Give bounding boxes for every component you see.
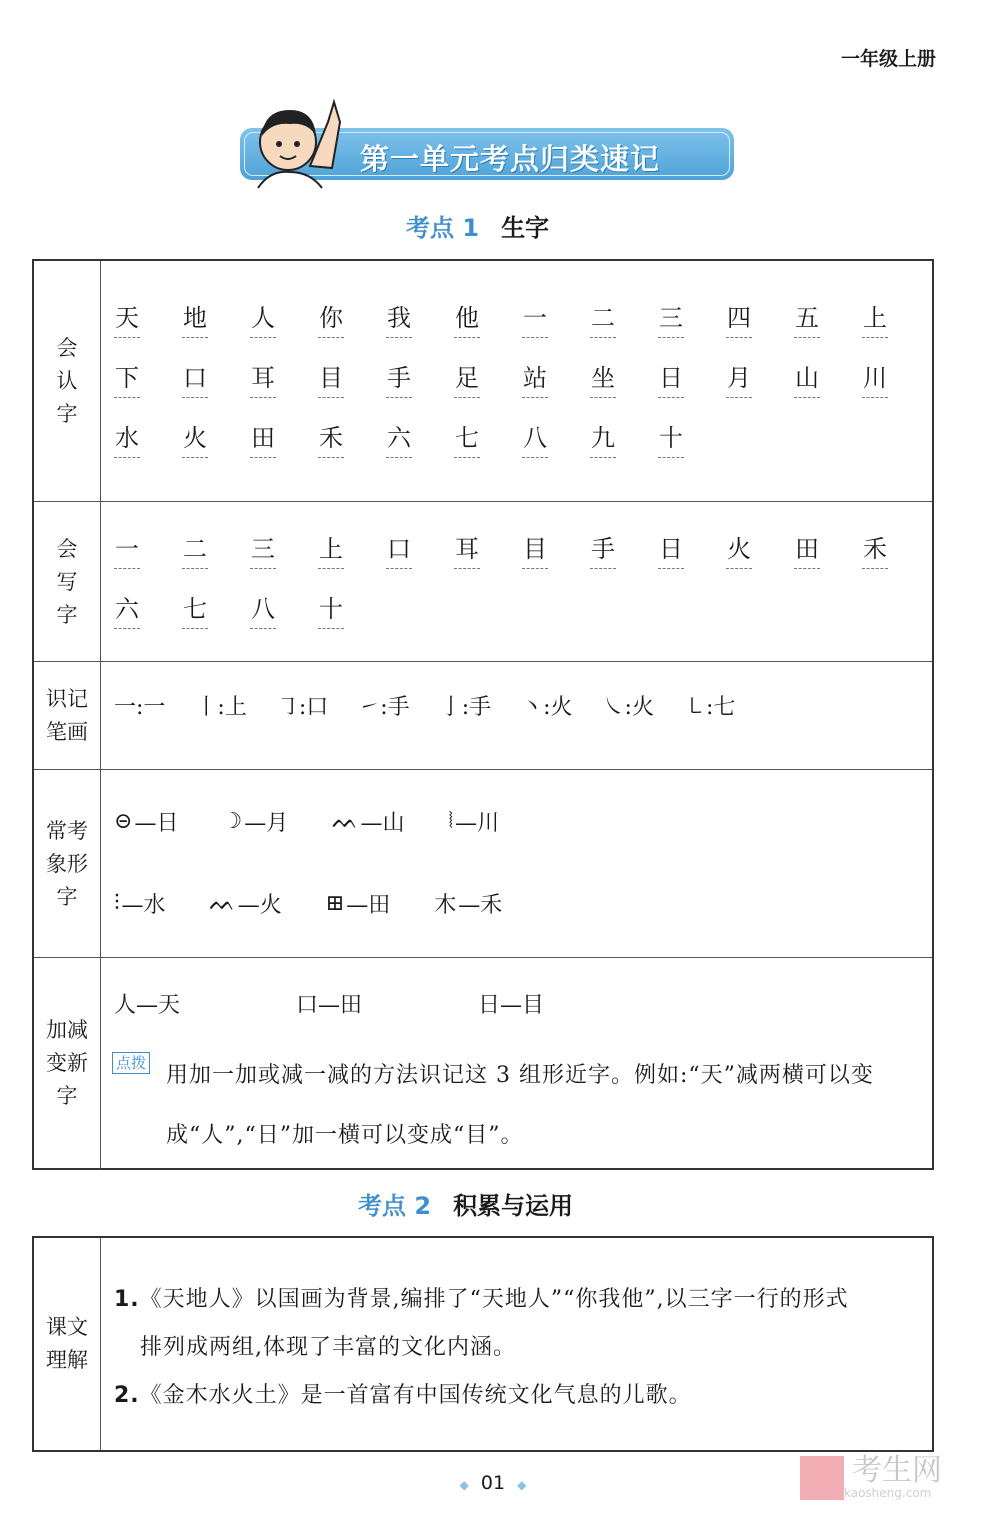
write-char: 一 bbox=[114, 534, 182, 572]
pictograph-char: —川 bbox=[455, 811, 500, 836]
watermark-logo-icon bbox=[800, 1456, 844, 1500]
pictograph-char: —月 bbox=[244, 811, 289, 836]
strokes-label: 识记 笔画 bbox=[34, 662, 101, 770]
write-chars bbox=[114, 534, 930, 632]
recognize-char: 禾 bbox=[318, 423, 386, 461]
note-1: 1.《天地人》以国画为背景,编排了“天地人”“你我他”,以三字一行的形式 bbox=[114, 1287, 849, 1312]
recognize-char: 天 bbox=[114, 303, 182, 341]
row-pictographs bbox=[34, 769, 932, 958]
pictograph-glyph-icon: ⦚ bbox=[448, 809, 454, 834]
recognize-char: 人 bbox=[250, 303, 318, 341]
recognize-char: 地 bbox=[182, 303, 250, 341]
pictograph-item bbox=[332, 806, 404, 837]
pictograph-item bbox=[114, 806, 178, 837]
write-char: 火 bbox=[726, 534, 794, 572]
note-2: 2.《金木水火土》是一首富有中国传统文化气息的儿歌。 bbox=[114, 1383, 692, 1408]
write-char: 上 bbox=[318, 534, 386, 572]
recognize-label: 会 认 字 bbox=[34, 261, 101, 501]
write-char: 目 bbox=[522, 534, 590, 572]
kp1-title: 考点 1 生字 bbox=[406, 214, 550, 242]
recognize-char: 耳 bbox=[250, 363, 318, 401]
row-text-understanding bbox=[34, 1238, 932, 1450]
stroke-item: 一:一 bbox=[114, 695, 166, 720]
pictograph-glyph-icon: ☽ bbox=[222, 809, 243, 834]
mascot-boy-icon bbox=[250, 92, 342, 192]
grade-label: 一年级上册 bbox=[840, 48, 936, 70]
pictograph-char: —火 bbox=[237, 893, 282, 918]
notes bbox=[114, 1276, 924, 1420]
recognize-char: 他 bbox=[454, 303, 522, 341]
recognize-char: 田 bbox=[250, 423, 318, 461]
recognize-char: 六 bbox=[386, 423, 454, 461]
strokes-list bbox=[114, 690, 765, 721]
recognize-char: 口 bbox=[182, 363, 250, 401]
write-char: 十 bbox=[318, 594, 386, 632]
pictograph-item bbox=[434, 888, 502, 919]
write-char: 口 bbox=[386, 534, 454, 572]
write-char: 八 bbox=[250, 594, 318, 632]
write-char: 七 bbox=[182, 594, 250, 632]
recognize-char: 站 bbox=[522, 363, 590, 401]
pictograph-line-2 bbox=[114, 888, 546, 919]
page-number: ◆ 01 ◆ bbox=[459, 1472, 527, 1494]
pictograph-char: —禾 bbox=[458, 893, 503, 918]
similar-pair: 口—田 bbox=[296, 993, 363, 1018]
recognize-char: 手 bbox=[386, 363, 454, 401]
pictograph-char: —日 bbox=[134, 811, 179, 836]
stroke-item: 丨:上 bbox=[195, 695, 247, 720]
pictograph-item bbox=[114, 888, 166, 919]
banner-title: 第一单元考点归类速记 bbox=[360, 142, 661, 176]
recognize-char: 八 bbox=[522, 423, 590, 461]
row-write bbox=[34, 501, 932, 662]
pictograph-item bbox=[448, 806, 499, 837]
recognize-char: 你 bbox=[318, 303, 386, 341]
recognize-char: 目 bbox=[318, 363, 386, 401]
recognize-char: 下 bbox=[114, 363, 182, 401]
write-char: 六 bbox=[114, 594, 182, 632]
pictograph-char: —水 bbox=[121, 893, 166, 918]
recognize-char: 七 bbox=[454, 423, 522, 461]
stroke-item: ㇄:七 bbox=[683, 695, 736, 720]
pictograph-item bbox=[326, 888, 390, 919]
recognize-char: 月 bbox=[726, 363, 794, 401]
pictograph-glyph-icon: ᨓ bbox=[209, 891, 236, 916]
kp2-title: 考点 2 积累与运用 bbox=[358, 1192, 574, 1220]
row-strokes bbox=[34, 661, 932, 770]
stroke-item: 亅:手 bbox=[439, 695, 492, 720]
recognize-char: 上 bbox=[862, 303, 930, 341]
write-char: 耳 bbox=[454, 534, 522, 572]
pictograph-line-1 bbox=[114, 806, 543, 837]
pictograph-item bbox=[222, 806, 288, 837]
tip-text: 用加一加或减一减的方法识记这 3 组形近字。例如:“天”减两横可以变成“人”,“日”加一横可以变成“目”。 bbox=[166, 1063, 874, 1148]
recognize-char: 四 bbox=[726, 303, 794, 341]
tip-tag: 点拨 bbox=[112, 1052, 150, 1074]
write-char: 手 bbox=[590, 534, 658, 572]
write-label: 会 写 字 bbox=[34, 502, 101, 662]
pictograph-glyph-icon: ⽊ bbox=[434, 893, 457, 918]
recognize-char: 我 bbox=[386, 303, 454, 341]
stroke-item: ㇏:火 bbox=[602, 695, 654, 720]
pictograph-glyph-icon: ⊝ bbox=[114, 809, 133, 834]
row-recognize bbox=[34, 261, 932, 501]
stroke-item: 丶:火 bbox=[521, 695, 573, 720]
recognize-char: 十 bbox=[658, 423, 726, 461]
similar-label: 加减 变新 字 bbox=[34, 958, 101, 1169]
write-char: 田 bbox=[794, 534, 862, 572]
text-understanding-label: 课文 理解 bbox=[34, 1238, 101, 1450]
pictograph-glyph-icon: ⊞ bbox=[325, 891, 345, 916]
recognize-char: 五 bbox=[794, 303, 862, 341]
similar-pair: 日—目 bbox=[478, 993, 545, 1018]
stroke-item: ㇀:手 bbox=[358, 695, 410, 720]
kp2-table bbox=[32, 1236, 934, 1452]
recognize-char: 九 bbox=[590, 423, 658, 461]
write-char: 三 bbox=[250, 534, 318, 572]
write-char: 禾 bbox=[862, 534, 930, 572]
recognize-char: 足 bbox=[454, 363, 522, 401]
recognize-char: 火 bbox=[182, 423, 250, 461]
recognize-char: 水 bbox=[114, 423, 182, 461]
recognize-char: 三 bbox=[658, 303, 726, 341]
pictograph-item bbox=[210, 888, 282, 919]
recognize-chars bbox=[114, 303, 930, 461]
watermark: 考生网 kaosheng.com bbox=[800, 1456, 942, 1500]
similar-pair: 人—天 bbox=[114, 993, 181, 1018]
pictograph-char: —山 bbox=[360, 811, 405, 836]
write-char: 日 bbox=[658, 534, 726, 572]
pictograph-char: —田 bbox=[346, 893, 391, 918]
note-1-cont: 排列成两组,体现了丰富的文化内涵。 bbox=[140, 1335, 516, 1360]
recognize-char: 一 bbox=[522, 303, 590, 341]
recognize-char: 日 bbox=[658, 363, 726, 401]
write-char: 二 bbox=[182, 534, 250, 572]
stroke-item: ㇆:口 bbox=[276, 695, 329, 720]
recognize-char: 坐 bbox=[590, 363, 658, 401]
recognize-char: 二 bbox=[590, 303, 658, 341]
kp1-table bbox=[32, 259, 934, 1170]
row-similar bbox=[34, 957, 932, 1169]
pictographs-label: 常考 象形 字 bbox=[34, 770, 101, 958]
similar-pairs bbox=[114, 988, 660, 1019]
recognize-char: 山 bbox=[794, 363, 862, 401]
recognize-char: 川 bbox=[862, 363, 930, 401]
pictograph-glyph-icon: ᨓ bbox=[332, 809, 359, 834]
pictograph-glyph-icon: ⫶ bbox=[114, 891, 120, 916]
